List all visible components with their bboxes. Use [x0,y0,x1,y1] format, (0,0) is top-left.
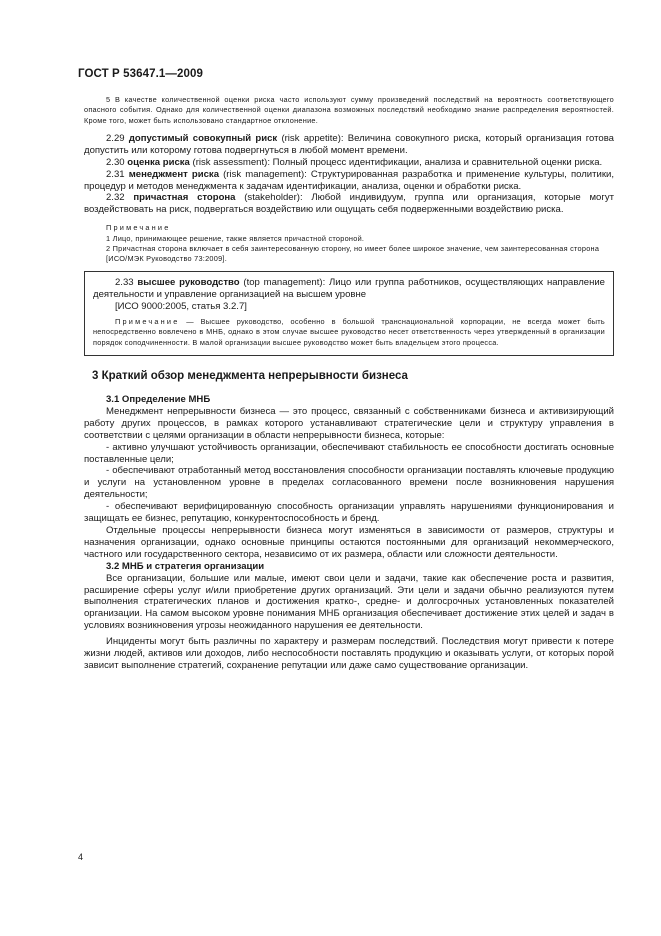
term-definition: (risk management): Структурированная разработка и применение культуры, политики, процедур и методов менеджмента к задачам идентификации, анализа, оценки и обработки риска. [84,168,614,192]
note-2: 2 Причастная сторона включает в себя заинтересованную сторону, но имеет более широкое значение, чем заинтересованная сторона [106,243,600,253]
term-name: менеджмент риска [128,168,219,180]
term-number: 2.30 [106,156,125,168]
term-name: высшее руководство [137,277,240,289]
term-name: оценка риска [127,156,190,168]
term-number: 2.33 [115,277,134,289]
term-number: 2.32 [106,192,125,204]
page-content [84,95,614,672]
term-number: 2.31 [106,168,125,180]
section-3-2-paragraph-1: Все организации, большие или малые, имеют свои цели и задачи, такие как обеспечение роста и развития, расширение сферы услуг и/или приобретение других организаций. Эти цели и задачи обычно реализуются путем выполнения стратегических планов и достижения кратко-, средне- и долгосрочных установленных показателей организации. На самом высоком уровне понимания МНБ организация обеспечивает достижение этих целей и задач в условиях возникновения угрозы неожиданного нарушения ее деятельности. [84,572,614,632]
section-3-1-paragraph: Отдельные процессы непрерывности бизнеса могут изменяться в зависимости от размеров, структуры и назначения организации, однако основные принципы остаются постоянными для организаций некоммерческого, частного или государственного сектора, независимо от их размера, области или сложности деятельности. [84,525,614,560]
note-1: 1 Лицо, принимающее решение, также является причастной стороной. [106,233,365,243]
page-number: 4 [78,852,84,862]
term-name: допустимый совокупный риск [128,132,278,144]
document-header: ГОСТ Р 53647.1—2009 [78,68,203,80]
term-definition: (risk appetite): Величина совокупного риска, который организация готова допустить или которому готова подвергнуться в любой момент времени. [84,132,614,156]
term-reference: [ИСО 9000:2005, статья 3.2.7] [115,301,247,313]
term-2-31 [84,169,614,193]
term-note [93,317,605,348]
term-2-29 [84,133,614,157]
section-3-2-title: 3.2 МНБ и стратегия организации [106,560,265,572]
note-reference: [ИСО/МЭК Руководство 73:2009]. [106,254,228,264]
section-3-1-intro: Менеджмент непрерывности бизнеса — это процесс, связанный с собственниками бизнеса и активизирующий работу других процессов, в рамках которого устанавливают стратегические цели и структуру управления в соответствии с целями организации в области непрерывности бизнеса, которые: [84,405,614,441]
section-3-title: 3 Краткий обзор менеджмента непрерывности бизнеса [92,370,408,383]
term-note-text: — Высшее руководство, особенно в большой транснациональной корпорации, не всегда может быть непосредственно вовлечено в МНБ, однако в этом случае высшее руководство несет ответственность через утвержденный в организации порядок соподчиненности. В малой организации высшее руководство может быть владельцем этого процесса. [93,317,605,347]
term-2-32 [84,192,614,216]
term-definition: (stakeholder): Любой индивидуум, группа или организация, которые могут воздействовать на риск, подвергаться воздействию или ощущать себя подверженными воздействию риска. [84,192,614,216]
term-2-30 [84,157,614,169]
note-5: 5 В качестве количественной оценки риска часто используют сумму произведений последствий на вероятность соответствующего опасного события. Однако для количественной оценки диапазона возможных последствий необходимо знание распределения вероятностей. Кроме того, может быть использовано стандартное отклонение. [84,95,614,125]
section-3-1-title: 3.1 Определение МНБ [106,394,211,406]
term-2-33-box [84,271,614,356]
list-item: - активно улучшают устойчивость организации, обеспечивают стабильность ее способности достигать основные поставленные цели; [84,441,614,465]
term-2-33 [93,277,605,301]
term-name: причастная сторона [133,192,236,204]
term-definition: (risk assessment): Полный процесс идентификации, анализа и сравнительной оценки риска. [189,156,603,168]
section-3-2-paragraph-2: Инциденты могут быть различны по характеру и размерам последствий. Последствия могут привести к потере жизни людей, активов или доходов, либо неспособности поставлять продукцию и оказывать услуги, от которых порой зависит выполнение стратегий, сохранение репутации или даже само существование организации. [84,636,614,671]
term-number: 2.29 [106,132,125,144]
term-definition: (top management): Лицо или группа работников, осуществляющих направление деятельности и управление организацией на высшем уровне [93,277,605,301]
list-item: - обеспечивают верифицированную способность организации управлять нарушениями функционирования и защищать ее бизнес, репутацию, конкурентоспособность и бренд. [84,501,614,525]
term-note-label: Примечание [115,317,180,327]
list-item: - обеспечивают отработанный метод восстановления способности организации поставлять ключевые продукцию и услуги на установленном уровне в пределах согласованного времени после возникновения нарушения деятельности; [84,465,614,501]
notes-label: Примечание [106,223,171,233]
